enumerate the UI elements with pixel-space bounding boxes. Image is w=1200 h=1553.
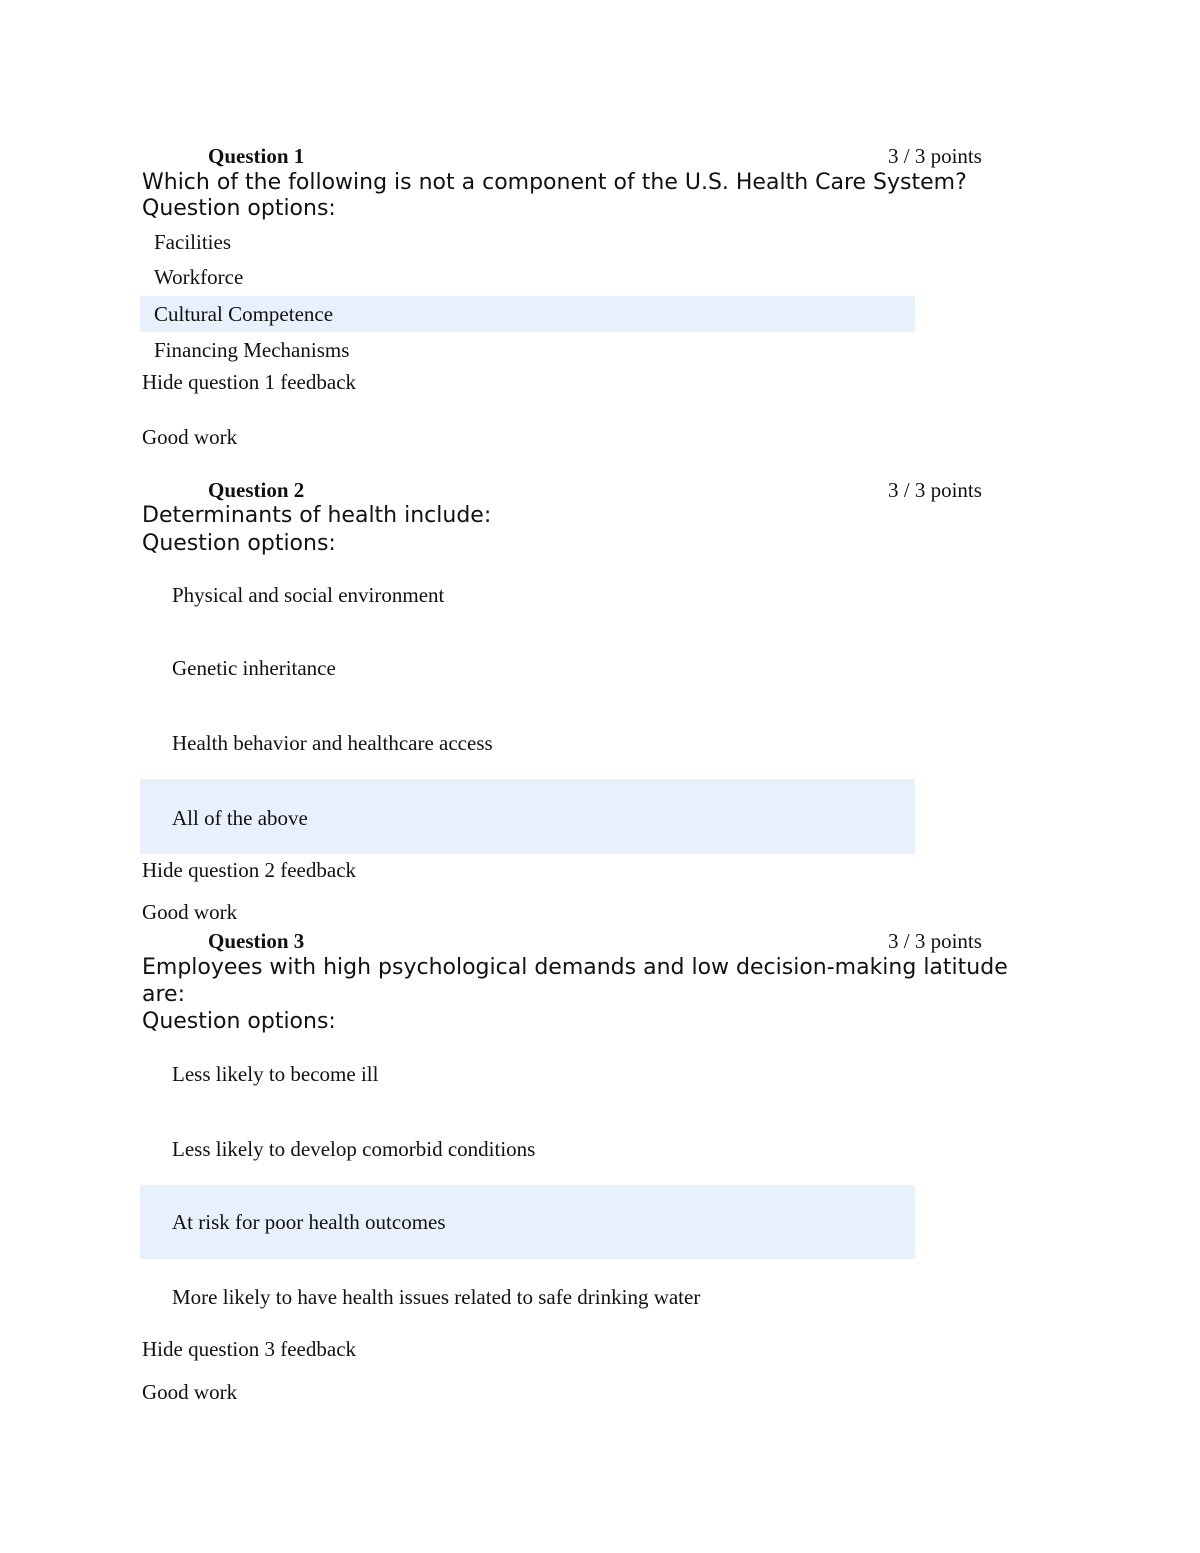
option[interactable]: Less likely to develop comorbid conditions [172, 1137, 536, 1161]
option[interactable]: More likely to have health issues related to safe drinking water [172, 1285, 701, 1309]
option[interactable]: Genetic inheritance [172, 656, 336, 680]
question-options-label: Question options: [142, 1009, 336, 1034]
hide-feedback-link[interactable]: Hide question 2 feedback [142, 858, 357, 882]
question-points: 3 / 3 points [888, 478, 982, 502]
question-text: Which of the following is not a component of the U.S. Health Care System? [142, 170, 967, 195]
question-text: Determinants of health include: [142, 503, 492, 528]
option[interactable]: Workforce [154, 265, 244, 289]
feedback-text: Good work [142, 425, 238, 449]
question-points: 3 / 3 points [888, 144, 982, 168]
option[interactable]: Facilities [154, 230, 231, 254]
hide-feedback-link[interactable]: Hide question 3 feedback [142, 1337, 357, 1361]
hide-feedback-link[interactable]: Hide question 1 feedback [142, 370, 357, 394]
option-selected[interactable]: All of the above [172, 806, 308, 830]
question-options-label: Question options: [142, 531, 336, 556]
question-points: 3 / 3 points [888, 929, 982, 953]
option[interactable]: Health behavior and healthcare access [172, 731, 493, 755]
question-title: Question 2 [208, 478, 305, 502]
option[interactable]: Less likely to become ill [172, 1062, 379, 1086]
question-title: Question 3 [208, 929, 305, 953]
option[interactable]: Financing Mechanisms [154, 338, 350, 362]
option-selected[interactable]: At risk for poor health outcomes [172, 1210, 446, 1234]
question-options-label: Question options: [142, 196, 336, 221]
feedback-text: Good work [142, 900, 238, 924]
option[interactable]: Physical and social environment [172, 583, 445, 607]
option-selected[interactable]: Cultural Competence [154, 302, 334, 326]
feedback-text: Good work [142, 1380, 238, 1404]
question-text: Employees with high psychological demands and low decision-making latitude are: [142, 955, 1008, 1007]
question-title: Question 1 [208, 144, 305, 168]
